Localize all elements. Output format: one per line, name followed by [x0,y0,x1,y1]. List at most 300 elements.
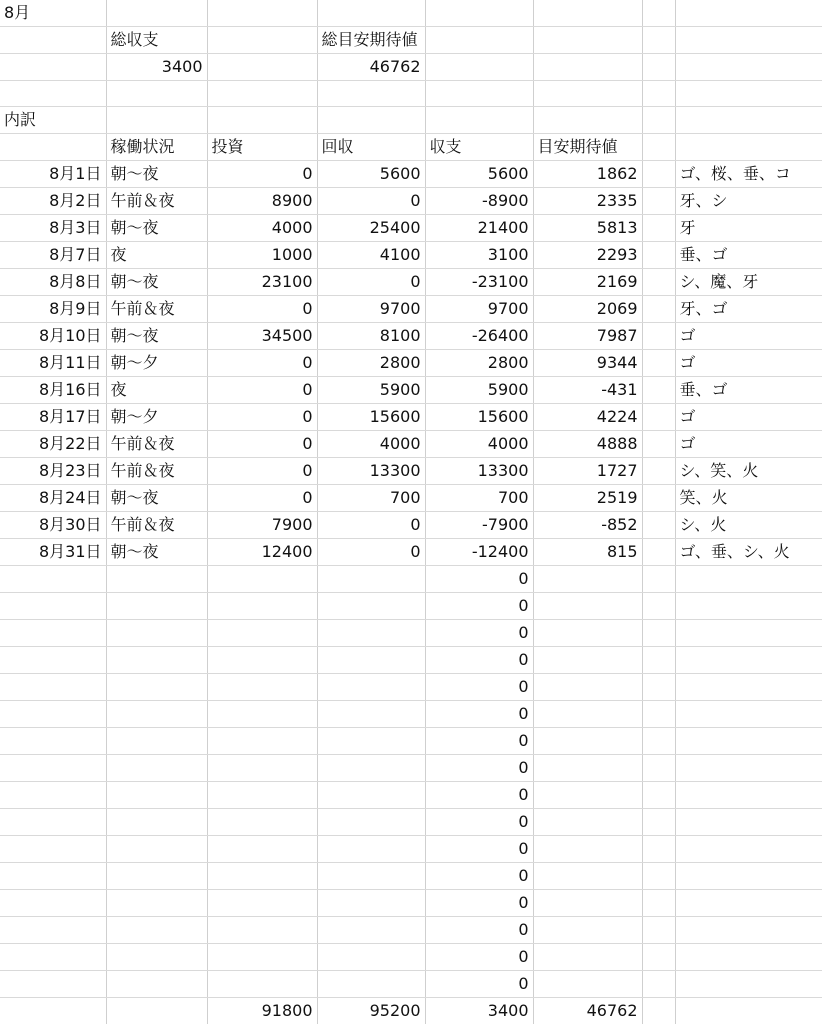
expected-cell[interactable]: 2335 [533,188,642,215]
date-cell[interactable]: 8月16日 [0,377,106,404]
cell[interactable] [317,620,425,647]
net-cell[interactable]: 0 [425,836,533,863]
cell[interactable] [207,809,317,836]
header-invest[interactable]: 投資 [207,134,317,161]
breakdown-label[interactable]: 内訳 [0,107,106,134]
net-cell[interactable]: 4000 [425,431,533,458]
cell[interactable] [106,836,207,863]
net-cell[interactable]: 0 [425,755,533,782]
time-cell[interactable]: 朝～夜 [106,161,207,188]
cell[interactable] [642,512,675,539]
cell[interactable] [106,81,207,107]
invest-cell[interactable]: 8900 [207,188,317,215]
cell[interactable] [533,701,642,728]
cell[interactable] [317,107,425,134]
date-cell[interactable]: 8月10日 [0,323,106,350]
expected-cell[interactable]: 2069 [533,296,642,323]
cell[interactable] [642,485,675,512]
cell[interactable] [533,890,642,917]
cell[interactable] [642,647,675,674]
cell[interactable] [533,566,642,593]
date-cell[interactable]: 8月31日 [0,539,106,566]
date-cell[interactable]: 8月2日 [0,188,106,215]
cell[interactable] [533,728,642,755]
cell[interactable] [106,566,207,593]
cell[interactable] [106,890,207,917]
cell[interactable] [675,755,822,782]
cell[interactable] [207,620,317,647]
cell[interactable] [106,107,207,134]
cell[interactable] [642,593,675,620]
cell[interactable] [675,701,822,728]
date-cell[interactable]: 8月22日 [0,431,106,458]
cell[interactable] [533,54,642,81]
cell[interactable] [533,81,642,107]
cell[interactable] [425,0,533,27]
header-expected[interactable]: 目安期待値 [533,134,642,161]
net-cell[interactable]: 0 [425,890,533,917]
cell[interactable] [675,620,822,647]
total-net[interactable]: 3400 [425,998,533,1024]
cell[interactable] [207,27,317,54]
net-cell[interactable]: 0 [425,566,533,593]
cell[interactable] [317,809,425,836]
notes-cell[interactable]: ゴ [675,323,822,350]
time-cell[interactable]: 午前＆夜 [106,188,207,215]
expected-total-label[interactable]: 総目安期待値 [317,27,425,54]
cell[interactable] [533,809,642,836]
cell[interactable] [106,647,207,674]
expected-cell[interactable]: -431 [533,377,642,404]
header-recover[interactable]: 回収 [317,134,425,161]
recover-cell[interactable]: 0 [317,269,425,296]
cell[interactable] [642,755,675,782]
cell[interactable] [106,782,207,809]
net-total-value[interactable]: 3400 [106,54,207,81]
cell[interactable] [207,107,317,134]
time-cell[interactable]: 朝～夕 [106,350,207,377]
notes-cell[interactable]: 垂、ゴ [675,242,822,269]
cell[interactable] [0,998,106,1024]
recover-cell[interactable]: 0 [317,188,425,215]
cell[interactable] [0,674,106,701]
notes-cell[interactable]: 笑、火 [675,485,822,512]
expected-cell[interactable]: -852 [533,512,642,539]
cell[interactable] [0,728,106,755]
cell[interactable] [675,782,822,809]
invest-cell[interactable]: 0 [207,296,317,323]
cell[interactable] [642,269,675,296]
cell[interactable] [533,836,642,863]
cell[interactable] [533,782,642,809]
cell[interactable] [317,728,425,755]
expected-cell[interactable]: 7987 [533,323,642,350]
cell[interactable] [642,728,675,755]
cell[interactable] [533,674,642,701]
cell[interactable] [675,593,822,620]
expected-cell[interactable]: 9344 [533,350,642,377]
expected-total-value[interactable]: 46762 [317,54,425,81]
cell[interactable] [106,701,207,728]
cell[interactable] [106,0,207,27]
invest-cell[interactable]: 12400 [207,539,317,566]
cell[interactable] [642,782,675,809]
cell[interactable] [642,54,675,81]
cell[interactable] [317,647,425,674]
time-cell[interactable]: 午前＆夜 [106,296,207,323]
cell[interactable] [106,728,207,755]
net-cell[interactable]: 5900 [425,377,533,404]
expected-cell[interactable]: 4224 [533,404,642,431]
notes-cell[interactable]: 牙 [675,215,822,242]
net-cell[interactable]: 13300 [425,458,533,485]
cell[interactable] [106,998,207,1024]
cell[interactable] [533,107,642,134]
cell[interactable] [317,782,425,809]
cell[interactable] [675,863,822,890]
date-cell[interactable]: 8月1日 [0,161,106,188]
cell[interactable] [642,863,675,890]
cell[interactable] [0,27,106,54]
invest-cell[interactable]: 0 [207,377,317,404]
cell[interactable] [675,890,822,917]
net-cell[interactable]: -12400 [425,539,533,566]
cell[interactable] [0,647,106,674]
cell[interactable] [425,81,533,107]
cell[interactable] [642,674,675,701]
recover-cell[interactable]: 15600 [317,404,425,431]
time-cell[interactable]: 午前＆夜 [106,458,207,485]
net-cell[interactable]: 0 [425,701,533,728]
date-cell[interactable]: 8月11日 [0,350,106,377]
cell[interactable] [207,566,317,593]
notes-cell[interactable]: シ、魔、牙 [675,269,822,296]
cell[interactable] [207,782,317,809]
cell[interactable] [642,0,675,27]
cell[interactable] [642,620,675,647]
date-cell[interactable]: 8月7日 [0,242,106,269]
cell[interactable] [675,54,822,81]
notes-cell[interactable]: シ、笑、火 [675,458,822,485]
notes-cell[interactable]: 牙、シ [675,188,822,215]
time-cell[interactable]: 朝～夜 [106,323,207,350]
cell[interactable] [533,755,642,782]
invest-cell[interactable]: 0 [207,404,317,431]
recover-cell[interactable]: 4000 [317,431,425,458]
expected-cell[interactable]: 815 [533,539,642,566]
cell[interactable] [642,836,675,863]
cell[interactable] [675,0,822,27]
invest-cell[interactable]: 34500 [207,323,317,350]
date-cell[interactable]: 8月24日 [0,485,106,512]
total-invest[interactable]: 91800 [207,998,317,1024]
time-cell[interactable]: 朝～夜 [106,269,207,296]
net-cell[interactable]: -23100 [425,269,533,296]
cell[interactable] [642,188,675,215]
cell[interactable] [0,134,106,161]
cell[interactable] [0,566,106,593]
time-cell[interactable]: 朝～夜 [106,485,207,512]
cell[interactable] [317,701,425,728]
cell[interactable] [207,917,317,944]
cell[interactable] [642,971,675,998]
cell[interactable] [106,944,207,971]
cell[interactable] [207,863,317,890]
time-cell[interactable]: 朝～夕 [106,404,207,431]
cell[interactable] [0,54,106,81]
cell[interactable] [675,566,822,593]
cell[interactable] [317,755,425,782]
cell[interactable] [0,782,106,809]
expected-cell[interactable]: 1862 [533,161,642,188]
cell[interactable] [207,701,317,728]
net-cell[interactable]: -8900 [425,188,533,215]
cell[interactable] [642,377,675,404]
cell[interactable] [0,890,106,917]
cell[interactable] [207,593,317,620]
net-cell[interactable]: 0 [425,944,533,971]
cell[interactable] [207,674,317,701]
cell[interactable] [642,350,675,377]
expected-cell[interactable]: 2293 [533,242,642,269]
cell[interactable] [0,620,106,647]
notes-cell[interactable]: 牙、ゴ [675,296,822,323]
cell[interactable] [0,917,106,944]
cell[interactable] [317,863,425,890]
cell[interactable] [642,917,675,944]
expected-cell[interactable]: 1727 [533,458,642,485]
cell[interactable] [642,81,675,107]
cell[interactable] [0,81,106,107]
cell[interactable] [675,809,822,836]
cell[interactable] [317,836,425,863]
cell[interactable] [106,674,207,701]
date-cell[interactable]: 8月30日 [0,512,106,539]
cell[interactable] [317,971,425,998]
cell[interactable] [675,674,822,701]
cell[interactable] [207,0,317,27]
invest-cell[interactable]: 0 [207,485,317,512]
cell[interactable] [207,54,317,81]
cell[interactable] [533,27,642,54]
notes-cell[interactable]: ゴ、垂、シ、火 [675,539,822,566]
recover-cell[interactable]: 700 [317,485,425,512]
cell[interactable] [0,944,106,971]
cell[interactable] [642,809,675,836]
month-label[interactable]: 8月 [0,0,106,27]
net-cell[interactable]: -7900 [425,512,533,539]
header-time[interactable]: 稼働状況 [106,134,207,161]
net-cell[interactable]: 0 [425,728,533,755]
header-net[interactable]: 収支 [425,134,533,161]
notes-cell[interactable]: ゴ [675,404,822,431]
notes-cell[interactable]: 垂、ゴ [675,377,822,404]
cell[interactable] [533,593,642,620]
cell[interactable] [675,971,822,998]
net-cell[interactable]: 0 [425,863,533,890]
cell[interactable] [533,620,642,647]
cell[interactable] [317,593,425,620]
recover-cell[interactable]: 9700 [317,296,425,323]
net-cell[interactable]: 0 [425,674,533,701]
expected-cell[interactable]: 2169 [533,269,642,296]
recover-cell[interactable]: 5900 [317,377,425,404]
cell[interactable] [0,836,106,863]
cell[interactable] [0,755,106,782]
net-cell[interactable]: 0 [425,593,533,620]
cell[interactable] [642,998,675,1024]
cell[interactable] [106,593,207,620]
cell[interactable] [533,647,642,674]
date-cell[interactable]: 8月17日 [0,404,106,431]
cell[interactable] [207,971,317,998]
cell[interactable] [106,917,207,944]
cell[interactable] [675,81,822,107]
cell[interactable] [642,296,675,323]
cell[interactable] [425,27,533,54]
cell[interactable] [425,107,533,134]
cell[interactable] [533,863,642,890]
cell[interactable] [642,431,675,458]
notes-cell[interactable]: ゴ、桜、垂、コ [675,161,822,188]
date-cell[interactable]: 8月23日 [0,458,106,485]
cell[interactable] [0,863,106,890]
cell[interactable] [642,890,675,917]
cell[interactable] [675,836,822,863]
cell[interactable] [106,809,207,836]
cell[interactable] [642,27,675,54]
recover-cell[interactable]: 8100 [317,323,425,350]
net-cell[interactable]: -26400 [425,323,533,350]
cell[interactable] [317,0,425,27]
cell[interactable] [675,27,822,54]
cell[interactable] [642,944,675,971]
cell[interactable] [642,215,675,242]
notes-cell[interactable]: シ、火 [675,512,822,539]
net-cell[interactable]: 2800 [425,350,533,377]
invest-cell[interactable]: 4000 [207,215,317,242]
total-expected[interactable]: 46762 [533,998,642,1024]
invest-cell[interactable]: 0 [207,161,317,188]
net-cell[interactable]: 3100 [425,242,533,269]
recover-cell[interactable]: 2800 [317,350,425,377]
cell[interactable] [425,54,533,81]
cell[interactable] [106,755,207,782]
cell[interactable] [642,323,675,350]
net-cell[interactable]: 5600 [425,161,533,188]
time-cell[interactable]: 夜 [106,377,207,404]
cell[interactable] [642,161,675,188]
cell[interactable] [675,944,822,971]
cell[interactable] [642,566,675,593]
notes-cell[interactable]: ゴ [675,431,822,458]
cell[interactable] [317,81,425,107]
net-cell[interactable]: 0 [425,917,533,944]
cell[interactable] [642,242,675,269]
cell[interactable] [642,539,675,566]
invest-cell[interactable]: 1000 [207,242,317,269]
cell[interactable] [317,674,425,701]
cell[interactable] [675,107,822,134]
expected-cell[interactable]: 2519 [533,485,642,512]
invest-cell[interactable]: 0 [207,431,317,458]
cell[interactable] [642,134,675,161]
cell[interactable] [642,404,675,431]
time-cell[interactable]: 朝～夜 [106,215,207,242]
cell[interactable] [0,701,106,728]
recover-cell[interactable]: 4100 [317,242,425,269]
time-cell[interactable]: 朝～夜 [106,539,207,566]
cell[interactable] [675,647,822,674]
invest-cell[interactable]: 0 [207,458,317,485]
cell[interactable] [207,836,317,863]
invest-cell[interactable]: 23100 [207,269,317,296]
cell[interactable] [533,917,642,944]
cell[interactable] [675,134,822,161]
time-cell[interactable]: 夜 [106,242,207,269]
cell[interactable] [675,998,822,1024]
cell[interactable] [317,917,425,944]
recover-cell[interactable]: 13300 [317,458,425,485]
date-cell[interactable]: 8月8日 [0,269,106,296]
cell[interactable] [207,728,317,755]
net-cell[interactable]: 0 [425,647,533,674]
recover-cell[interactable]: 25400 [317,215,425,242]
cell[interactable] [0,809,106,836]
cell[interactable] [106,620,207,647]
cell[interactable] [207,755,317,782]
cell[interactable] [106,863,207,890]
cell[interactable] [207,944,317,971]
invest-cell[interactable]: 7900 [207,512,317,539]
net-cell[interactable]: 0 [425,809,533,836]
cell[interactable] [642,107,675,134]
cell[interactable] [0,971,106,998]
expected-cell[interactable]: 4888 [533,431,642,458]
cell[interactable] [317,944,425,971]
net-cell[interactable]: 0 [425,782,533,809]
net-cell[interactable]: 0 [425,971,533,998]
net-total-label[interactable]: 総収支 [106,27,207,54]
recover-cell[interactable]: 0 [317,539,425,566]
cell[interactable] [207,890,317,917]
net-cell[interactable]: 9700 [425,296,533,323]
cell[interactable] [675,917,822,944]
total-recover[interactable]: 95200 [317,998,425,1024]
expected-cell[interactable]: 5813 [533,215,642,242]
recover-cell[interactable]: 5600 [317,161,425,188]
cell[interactable] [0,593,106,620]
cell[interactable] [533,944,642,971]
invest-cell[interactable]: 0 [207,350,317,377]
cell[interactable] [642,701,675,728]
cell[interactable] [106,971,207,998]
recover-cell[interactable]: 0 [317,512,425,539]
cell[interactable] [317,890,425,917]
time-cell[interactable]: 午前＆夜 [106,431,207,458]
cell[interactable] [642,458,675,485]
date-cell[interactable]: 8月3日 [0,215,106,242]
net-cell[interactable]: 0 [425,620,533,647]
date-cell[interactable]: 8月9日 [0,296,106,323]
cell[interactable] [675,728,822,755]
cell[interactable] [533,971,642,998]
cell[interactable] [317,566,425,593]
time-cell[interactable]: 午前＆夜 [106,512,207,539]
cell[interactable] [207,647,317,674]
notes-cell[interactable]: ゴ [675,350,822,377]
net-cell[interactable]: 700 [425,485,533,512]
